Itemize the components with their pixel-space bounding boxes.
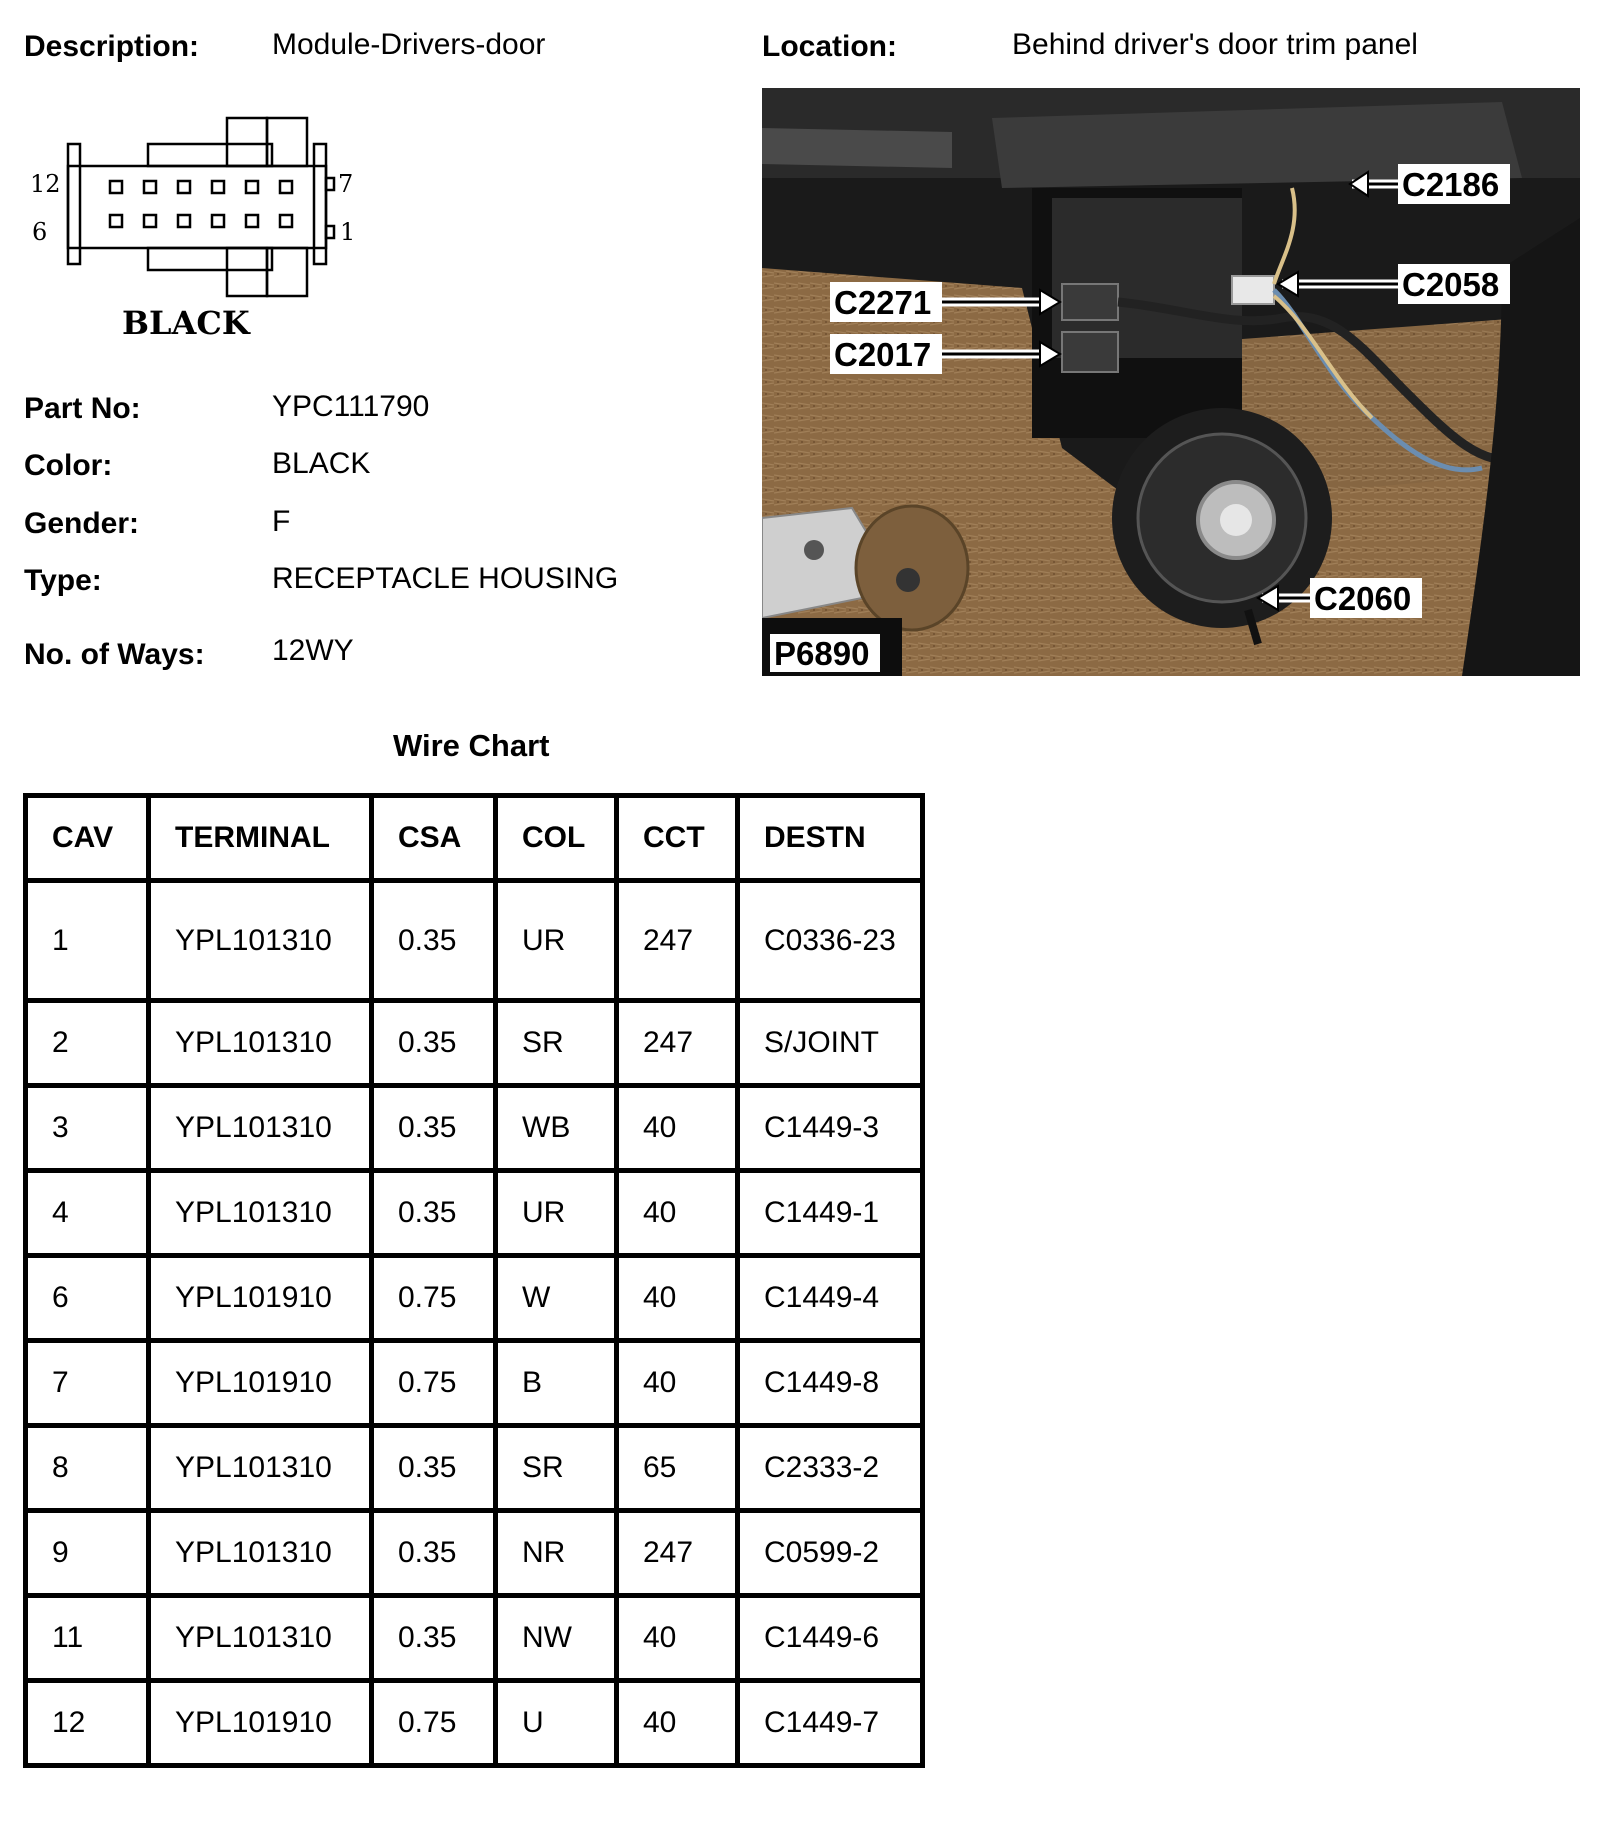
header-csa: CSA: [372, 796, 496, 881]
cell-destn: C2333-2: [738, 1426, 923, 1511]
cell-col: UR: [496, 881, 617, 1001]
cell-col: SR: [496, 1001, 617, 1086]
cell-terminal: YPL101310: [149, 1086, 372, 1171]
cell-cct: 40: [617, 1681, 738, 1766]
location-label: Location:: [762, 30, 897, 63]
cell-cav: 2: [26, 1001, 149, 1086]
cell-cav: 3: [26, 1086, 149, 1171]
cell-cav: 8: [26, 1426, 149, 1511]
table-row: [26, 1256, 923, 1341]
cell-destn: C1449-4: [738, 1256, 923, 1341]
header-terminal: TERMINAL: [149, 796, 372, 881]
callout-label: C2271: [834, 284, 932, 321]
cell-col: SR: [496, 1426, 617, 1511]
cell-col: NW: [496, 1596, 617, 1681]
table-row: [26, 1681, 923, 1766]
cell-csa: 0.75: [372, 1256, 496, 1341]
cell-terminal: YPL101910: [149, 1681, 372, 1766]
description-value: Module-Drivers-door: [272, 28, 546, 61]
callout-label: C2017: [834, 336, 932, 373]
table-row: [26, 1596, 923, 1681]
cell-cav: 4: [26, 1171, 149, 1256]
cell-csa: 0.35: [372, 1086, 496, 1171]
cell-cct: 40: [617, 1341, 738, 1426]
cell-cav: 9: [26, 1511, 149, 1596]
cell-csa: 0.35: [372, 1001, 496, 1086]
table-row: [26, 1001, 923, 1086]
cell-destn: C1449-3: [738, 1086, 923, 1171]
ways-label: No. of Ways:: [24, 638, 205, 671]
cell-cav: 1: [26, 881, 149, 1001]
cell-csa: 0.75: [372, 1341, 496, 1426]
cell-destn: C0599-2: [738, 1511, 923, 1596]
table-row: [26, 1426, 923, 1511]
cell-destn: S/JOINT: [738, 1001, 923, 1086]
cell-csa: 0.35: [372, 1596, 496, 1681]
cell-terminal: YPL101910: [149, 1341, 372, 1426]
cell-terminal: YPL101310: [149, 1171, 372, 1256]
header-cav: CAV: [26, 796, 149, 881]
connector-color-text: BLACK: [122, 304, 250, 342]
cell-terminal: YPL101310: [149, 1426, 372, 1511]
part-no-value: YPC111790: [272, 390, 430, 423]
cell-csa: 0.35: [372, 1511, 496, 1596]
header-col: COL: [496, 796, 617, 881]
pin-label-6: 6: [32, 218, 48, 246]
cell-destn: C1449-8: [738, 1341, 923, 1426]
header-cct: CCT: [617, 796, 738, 881]
cell-cct: 40: [617, 1256, 738, 1341]
cell-terminal: YPL101310: [149, 1511, 372, 1596]
cell-destn: C0336-23: [738, 881, 923, 1001]
cell-col: B: [496, 1341, 617, 1426]
location-photo: [762, 88, 1580, 676]
cell-csa: 0.35: [372, 1171, 496, 1256]
cell-col: W: [496, 1256, 617, 1341]
cell-csa: 0.35: [372, 1426, 496, 1511]
gender-label: Gender:: [24, 507, 140, 540]
pin-label-1: 1: [340, 218, 356, 246]
gender-value: F: [272, 505, 291, 538]
cell-destn: C1449-1: [738, 1171, 923, 1256]
cell-col: NR: [496, 1511, 617, 1596]
cell-cct: 65: [617, 1426, 738, 1511]
callout-label: C2186: [1402, 166, 1500, 203]
cell-terminal: YPL101910: [149, 1256, 372, 1341]
cell-terminal: YPL101310: [149, 1596, 372, 1681]
cell-destn: C1449-6: [738, 1596, 923, 1681]
callout-label: C2058: [1402, 266, 1500, 303]
cell-col: WB: [496, 1086, 617, 1171]
type-label: Type:: [24, 564, 102, 597]
cell-cav: 12: [26, 1681, 149, 1766]
header-destn: DESTN: [738, 796, 923, 881]
table-row: [26, 1341, 923, 1426]
cell-cct: 40: [617, 1086, 738, 1171]
table-row: [26, 1511, 923, 1596]
cell-terminal: YPL101310: [149, 881, 372, 1001]
cell-cct: 247: [617, 881, 738, 1001]
pin-label-7: 7: [338, 170, 354, 198]
cavity-grid: [110, 181, 292, 227]
type-value: RECEPTACLE HOUSING: [272, 562, 619, 595]
cell-col: U: [496, 1681, 617, 1766]
cell-cct: 247: [617, 1511, 738, 1596]
photo-id-label: P6890: [774, 635, 870, 672]
connector-face-diagram: [22, 108, 362, 348]
pin-label-12: 12: [30, 170, 61, 198]
table-row: [26, 1171, 923, 1256]
color-label: Color:: [24, 449, 113, 482]
wire-chart-title: Wire Chart: [393, 728, 550, 763]
cell-cct: 40: [617, 1171, 738, 1256]
cell-destn: C1449-7: [738, 1681, 923, 1766]
cell-cav: 6: [26, 1256, 149, 1341]
cell-col: UR: [496, 1171, 617, 1256]
callout-label: C2060: [1314, 580, 1412, 617]
table-row: [26, 1086, 923, 1171]
part-no-label: Part No:: [24, 392, 141, 425]
cell-cav: 11: [26, 1596, 149, 1681]
description-label: Description:: [24, 30, 200, 63]
color-value: BLACK: [272, 447, 371, 480]
ways-value: 12WY: [272, 634, 354, 667]
cell-cct: 247: [617, 1001, 738, 1086]
cell-csa: 0.75: [372, 1681, 496, 1766]
photo-id-tag: [770, 634, 880, 672]
cell-csa: 0.35: [372, 881, 496, 1001]
cell-cav: 7: [26, 1341, 149, 1426]
wire-chart-table: [23, 793, 925, 1768]
cell-terminal: YPL101310: [149, 1001, 372, 1086]
table-header-row: [26, 796, 923, 881]
table-row: [26, 881, 923, 1001]
cell-cct: 40: [617, 1596, 738, 1681]
location-value: Behind driver's door trim panel: [1012, 28, 1418, 61]
